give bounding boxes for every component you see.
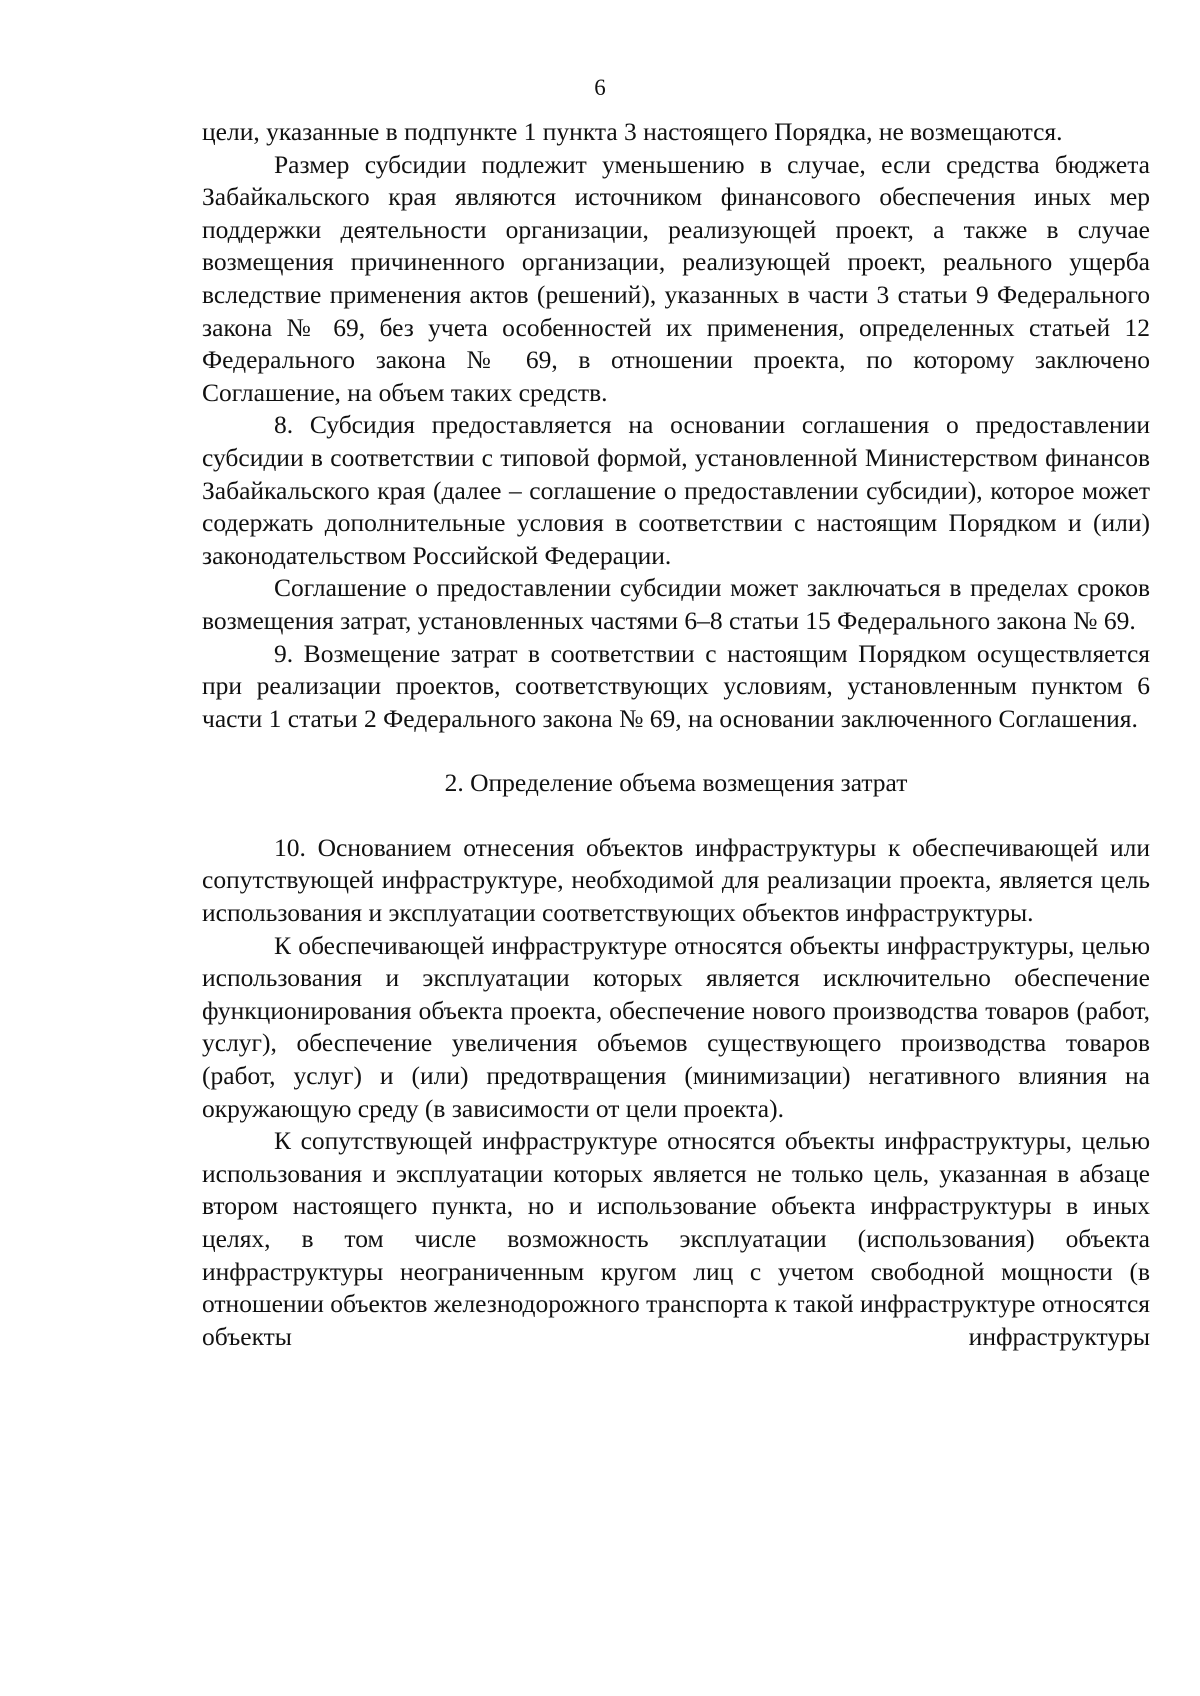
paragraph-agreement-terms: Соглашение о предоставлении субсидии может заключаться в пределах сроков возмещения затрат, установленных частями 6–8 статьи 15 Федерального закона № 69.: [202, 573, 1150, 635]
document-body: [202, 116, 1150, 1353]
paragraph-item-9: 9. Возмещение затрат в соответствии с настоящим Порядком осуществляется при реализации проектов, соответствующих условиям, установленным пунктом 6 части 1 статьи 2 Федерального закона № 69, на основании заключенного Соглашения.: [202, 638, 1150, 733]
section-heading: 2. Определение объема возмещения затрат: [444, 768, 908, 798]
page-number: 6: [594, 75, 606, 100]
paragraph-item-10: 10. Основанием отнесения объектов инфраструктуры к обеспечивающей или сопутствующей инфраструктуре, необходимой для реализации проекта, является цель использования и эксплуатации соответствующих объектов инфраструктуры.: [202, 832, 1150, 928]
paragraph-accompanying-infrastructure: К сопутствующей инфраструктуре относятся объекты инфраструктуры, целью использования и эксплуатации которых является не только цель, указанная в абзаце втором настоящего пункта, но и использование объекта инфраструктуры в иных целях, в том числе возможность эксплуатации (использования) объекта инфраструктуры неограниченным кругом лиц с учетом свободной мощности (в отношении объектов железнодорожного транспорта к такой инфраструктуре относятся объекты инфраструктуры: [202, 1126, 1150, 1351]
paragraph-supporting-infrastructure: К обеспечивающей инфраструктуре относятся объекты инфраструктуры, целью использования и эксплуатации которых является исключительно обеспечение функционирования объекта проекта, обеспечение нового производства товаров (работ, услуг), обеспечение увеличения объемов существующего производства товаров (работ, услуг) и (или) предотвращения (минимизации) негативного влияния на окружающую среду (в зависимости от цели проекта).: [202, 930, 1150, 1123]
paragraph-continuation: цели, указанные в подпункте 1 пункта 3 настоящего Порядка, не возмещаются.: [202, 117, 1063, 146]
paragraph-item-8: 8. Субсидия предоставляется на основании соглашения о предоставлении субсидии в соответствии с типовой формой, установленной Министерством финансов Забайкальского края (далее – соглашение о предоставлении субсидии), которое может содержать дополнительные условия в соответствии с настоящим Порядком и (или) законодательством Российской Федерации.: [202, 410, 1150, 570]
paragraph-subsidy-reduction: Размер субсидии подлежит уменьшению в случае, если средства бюджета Забайкальского края являются источником финансового обеспечения иных мер поддержки деятельности организации, реализующей проект, а также в случае возмещения причиненного организации, реализующей проект, реального ущерба вследствие применения актов (решений), указанных в части 3 статьи 9 Федерального закона № 69, без учета особенностей их применения, определенных статьей 12 Федерального закона № 69, в отношении проекта, по которому заключено Соглашение, на объем таких средств.: [202, 149, 1150, 407]
